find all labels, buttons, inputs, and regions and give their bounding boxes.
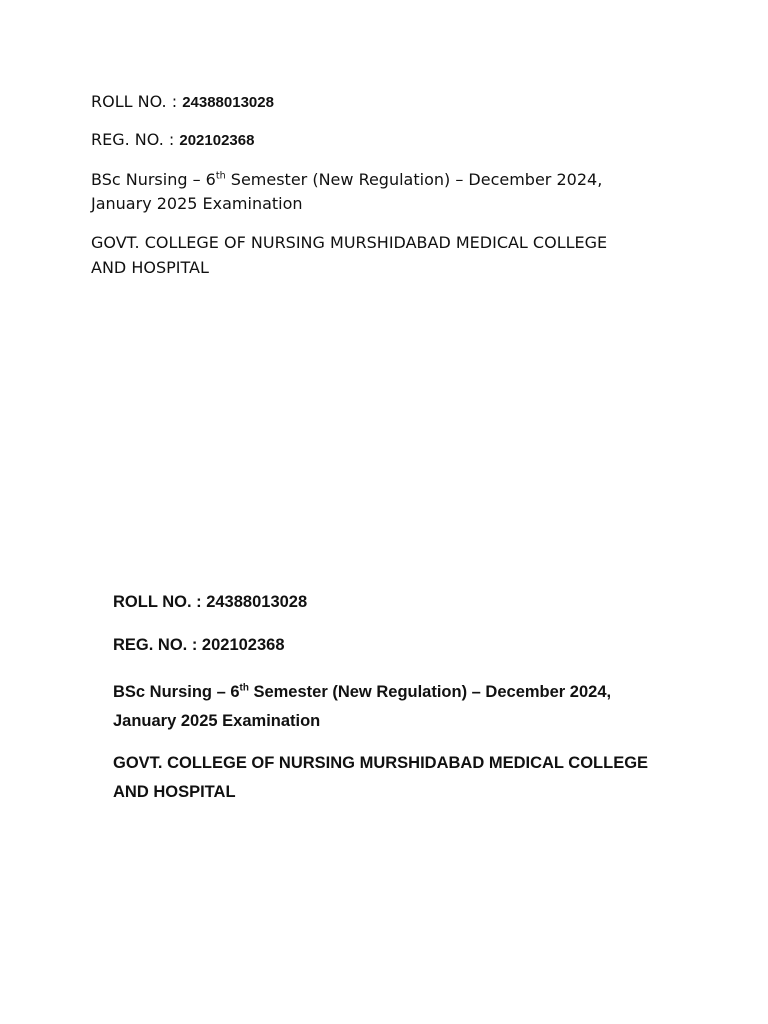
course-title-end: Semester (New Regulation) – December 2024, (225, 170, 603, 189)
college-name-line-1: GOVT. COLLEGE OF NURSING MURSHIDABAD MEDICAL COLLEGE (113, 754, 649, 772)
roll-number-line (91, 92, 274, 111)
exam-session: January 2025 Examination (113, 712, 321, 730)
roll-number-value: 24388013028 (182, 94, 274, 111)
registration-number-line (113, 636, 285, 655)
college-name-line-1: GOVT. COLLEGE OF NURSING MURSHIDABAD MEDICAL COLLEGE (91, 233, 608, 252)
roll-number-line (113, 593, 307, 612)
roll-number-label: ROLL NO. : (91, 92, 183, 111)
registration-number-line (91, 130, 254, 149)
registration-number-label: REG. NO. : (113, 636, 202, 654)
ordinal-suffix: th (215, 170, 226, 182)
course-title-start: BSc Nursing – 6 (91, 170, 216, 189)
roll-number-label: ROLL NO. : (113, 593, 207, 611)
course-title-end: Semester (New Regulation) – December 2024, (248, 683, 612, 701)
course-description (91, 168, 691, 216)
registration-number-value: 202102368 (201, 636, 285, 654)
registration-number-label: REG. NO. : (91, 130, 180, 149)
college-name-line-2: AND HOSPITAL (91, 258, 209, 277)
ordinal-suffix: th (239, 682, 249, 694)
course-description (113, 678, 693, 736)
college-name-line-2: AND HOSPITAL (113, 783, 236, 801)
college-name (113, 749, 693, 807)
roll-number-value: 24388013028 (206, 593, 308, 611)
exam-session: January 2025 Examination (91, 194, 303, 213)
registration-number-value: 202102368 (179, 132, 255, 149)
college-name (91, 230, 691, 280)
course-title-start: BSc Nursing – 6 (113, 683, 240, 701)
